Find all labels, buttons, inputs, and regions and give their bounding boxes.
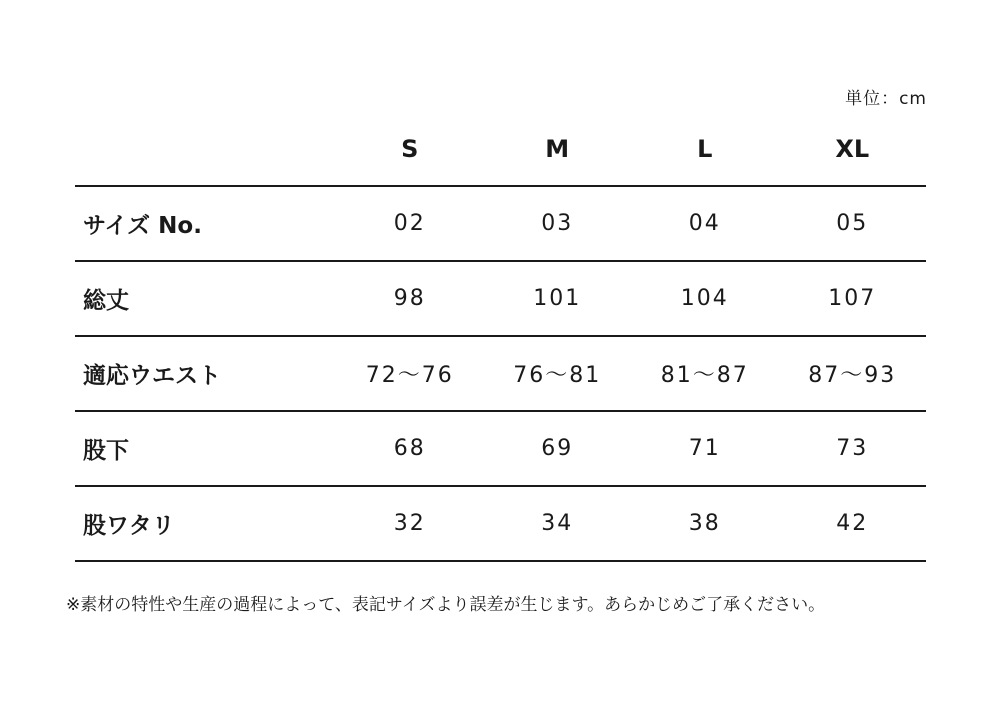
column-header-xl: XL <box>779 112 927 186</box>
disclaimer-note: ※素材の特性や生産の過程によって、表記サイズより誤差が生じます。あらかじめご了承ください。 <box>66 595 826 615</box>
table-cell: 81〜87 <box>631 336 779 411</box>
row-label-size-no: サイズ No. <box>75 186 336 261</box>
column-header-m: M <box>484 112 632 186</box>
table-cell: 104 <box>631 261 779 336</box>
table-cell: 68 <box>336 411 484 486</box>
table-cell: 107 <box>779 261 927 336</box>
table-cell: 34 <box>484 486 632 561</box>
table-cell: 03 <box>484 186 632 261</box>
table-cell: 04 <box>631 186 779 261</box>
table-cell: 73 <box>779 411 927 486</box>
table-cell: 32 <box>336 486 484 561</box>
row-label-total-length: 総丈 <box>75 261 336 336</box>
header-empty-cell <box>75 112 336 186</box>
row-label-waist: 適応ウエスト <box>75 336 336 411</box>
unit-label: 単位：cm <box>845 89 927 109</box>
table-row <box>75 336 926 411</box>
row-label-inseam: 股下 <box>75 411 336 486</box>
table-cell: 05 <box>779 186 927 261</box>
table-row <box>75 411 926 486</box>
column-header-l: L <box>631 112 779 186</box>
table-row <box>75 261 926 336</box>
table-cell: 42 <box>779 486 927 561</box>
table-row <box>75 486 926 561</box>
table-cell: 76〜81 <box>484 336 632 411</box>
table-cell: 98 <box>336 261 484 336</box>
table-cell: 02 <box>336 186 484 261</box>
table-row <box>75 186 926 261</box>
table-cell: 87〜93 <box>779 336 927 411</box>
column-header-s: S <box>336 112 484 186</box>
table-cell: 71 <box>631 411 779 486</box>
size-chart-table <box>75 112 926 562</box>
row-label-thigh-width: 股ワタリ <box>75 486 336 561</box>
table-cell: 72〜76 <box>336 336 484 411</box>
header-row <box>75 112 926 186</box>
table-cell: 101 <box>484 261 632 336</box>
table-cell: 38 <box>631 486 779 561</box>
table-cell: 69 <box>484 411 632 486</box>
